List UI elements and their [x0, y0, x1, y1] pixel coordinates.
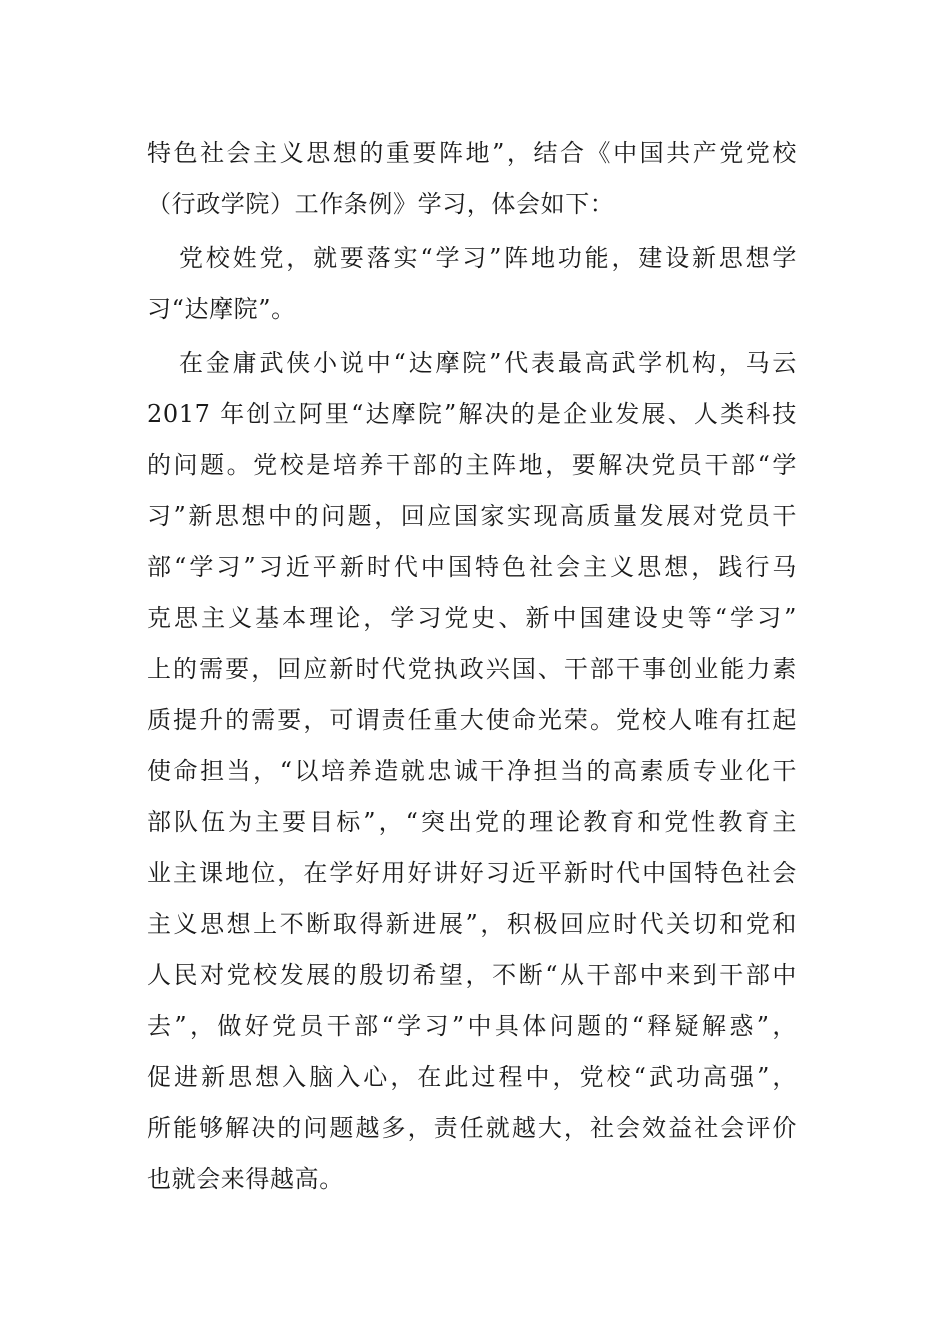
- text-line: 2017 年创立阿里“达摩院”解决的是企业发展、人类科技: [147, 400, 797, 428]
- text-line: 质提升的需要，可谓责任重大使命光荣。党校人唯有扛起: [147, 706, 797, 734]
- text-line: （行政学院）工作条例》学习，体会如下：: [147, 190, 615, 218]
- text-line: 在金庸武侠小说中“达摩院”代表最高武学机构，马云: [179, 349, 797, 377]
- text-line: 部队伍为主要目标”，“突出党的理论教育和党性教育主: [147, 808, 797, 836]
- text-line: 所能够解决的问题越多，责任就越大，社会效益社会评价: [147, 1114, 797, 1142]
- text-line: 克思主义基本理论，学习党史、新中国建设史等“学习”: [147, 604, 797, 632]
- text-line: 促进新思想入脑入心，在此过程中，党校“武功高强”，: [147, 1063, 797, 1091]
- text-line: 也就会来得越高。: [147, 1165, 344, 1193]
- text-line: 业主课地位，在学好用好讲好习近平新时代中国特色社会: [147, 859, 797, 887]
- text-line: 党校姓党，就要落实“学习”阵地功能，建设新思想学: [179, 244, 797, 272]
- paragraph: [147, 338, 797, 1205]
- text-line: 上的需要，回应新时代党执政兴国、干部干事创业能力素: [147, 655, 797, 683]
- text-line: 使命担当，“以培养造就忠诚干净担当的高素质专业化干: [147, 757, 797, 785]
- paragraph: [147, 233, 797, 335]
- text-line: 习“达摩院”。: [147, 295, 296, 323]
- paragraph: [147, 128, 797, 230]
- text-line: 人民对党校发展的殷切希望，不断“从干部中来到干部中: [147, 961, 797, 989]
- text-line: 习”新思想中的问题，回应国家实现高质量发展对党员干: [147, 502, 797, 530]
- text-line: 去”，做好党员干部“学习”中具体问题的“释疑解惑”，: [147, 1012, 797, 1040]
- text-line: 主义思想上不断取得新进展”，积极回应时代关切和党和: [147, 910, 797, 938]
- text-line: 特色社会主义思想的重要阵地”，结合《中国共产党党校: [147, 139, 797, 167]
- text-line: 的问题。党校是培养干部的主阵地，要解决党员干部“学: [147, 451, 797, 479]
- text-line: 部“学习”习近平新时代中国特色社会主义思想，践行马: [147, 553, 797, 581]
- document-body: [147, 128, 797, 1208]
